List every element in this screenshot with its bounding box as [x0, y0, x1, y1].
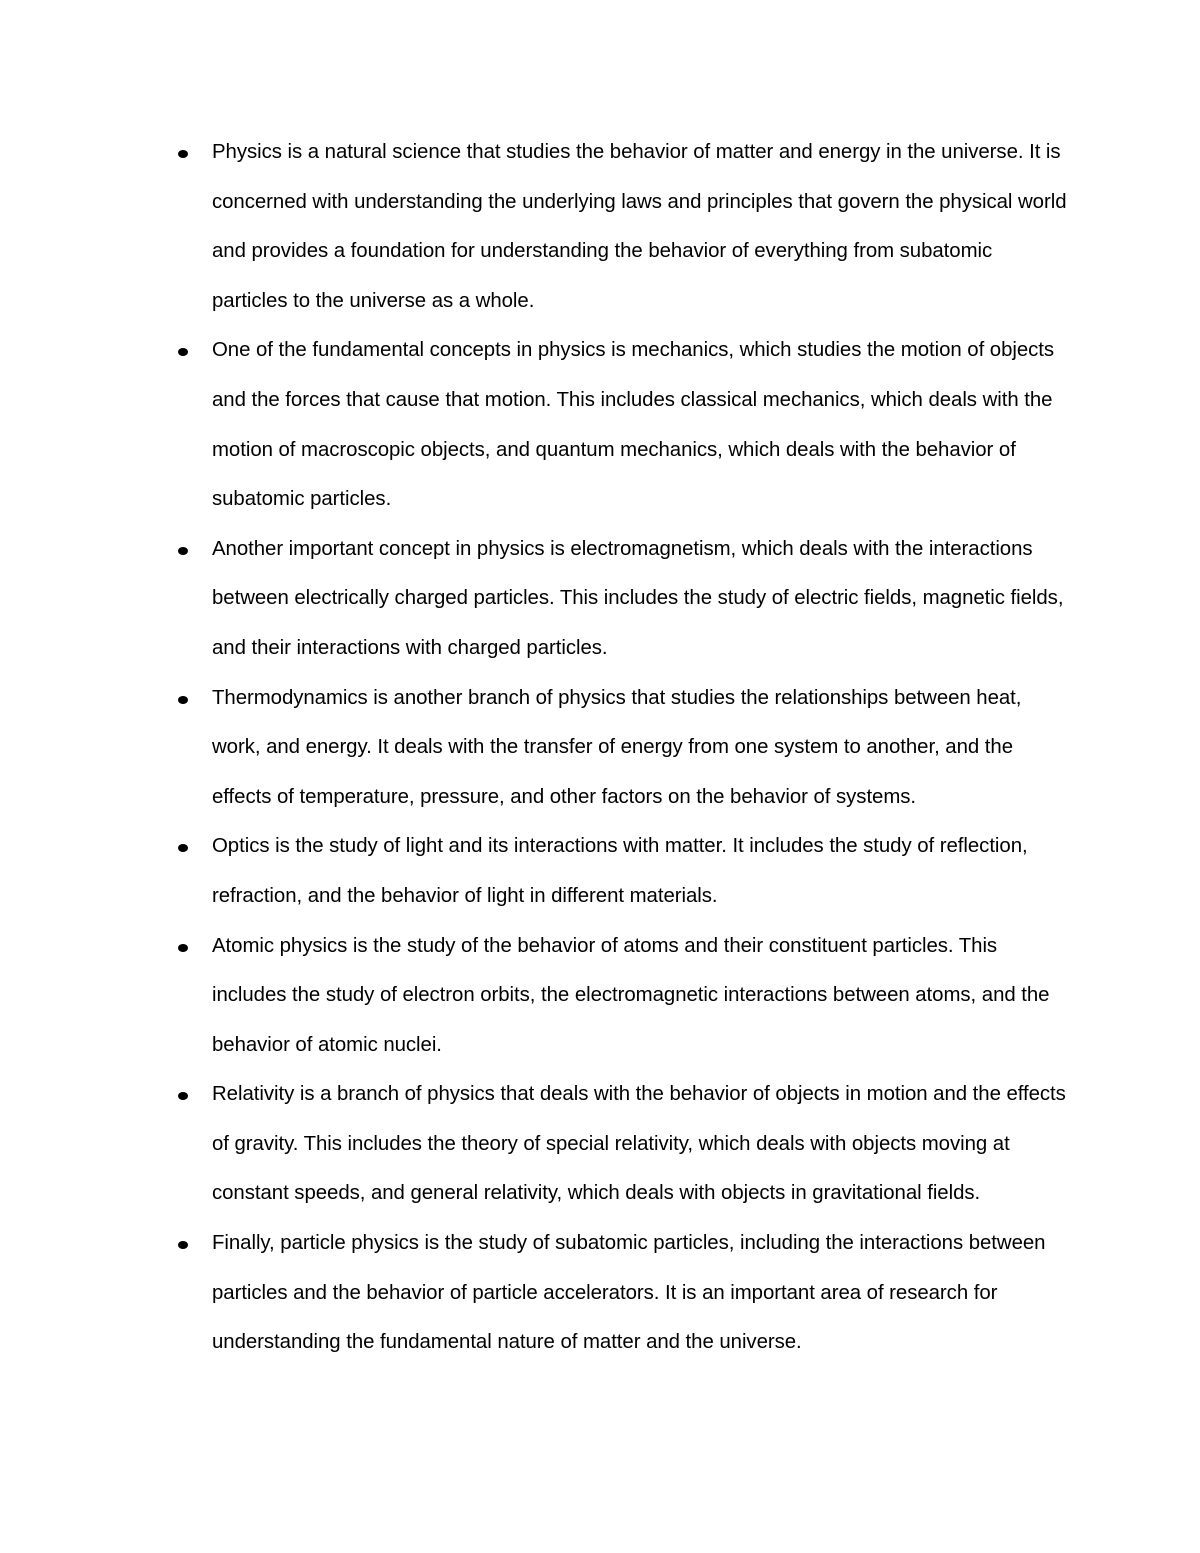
list-item: [0, 326, 1067, 524]
list-item: [0, 822, 1067, 921]
list-item: [0, 922, 1067, 1071]
bullet-text: Physics is a natural science that studies the behavior of matter and energy in the universe. It is concerned with understanding the underlying laws and principles that govern the physical world and provides a foundation for understanding the behavior of everything from subatomic particles to the universe as a whole.: [212, 141, 1067, 312]
list-item: [0, 674, 1067, 823]
bullet-dot-icon: [178, 547, 188, 555]
bullet-text: Optics is the study of light and its interactions with matter. It includes the study of reflection, refraction, and the behavior of light in different materials.: [212, 835, 1028, 907]
bullet-dot-icon: [178, 696, 188, 704]
bullet-dot-icon: [178, 1241, 188, 1249]
list-item: [0, 1070, 1067, 1219]
bullet-dot-icon: [178, 348, 188, 356]
list-item: [0, 1219, 1067, 1368]
bullet-text: Relativity is a branch of physics that deals with the behavior of objects in motion and the effects of gravity. This includes the theory of special relativity, which deals with objects moving at constant speeds, and general relativity, which deals with objects in gravitational fields.: [212, 1083, 1066, 1205]
bullet-dot-icon: [178, 944, 188, 952]
bullet-text: Atomic physics is the study of the behavior of atoms and their constituent particles. This includes the study of electron orbits, the electromagnetic interactions between atoms, and the behavior of atomic nuclei.: [212, 934, 1050, 1056]
list-item: [0, 128, 1067, 326]
list-item: [0, 525, 1067, 674]
bullet-text: Thermodynamics is another branch of physics that studies the relationships between heat, work, and energy. It deals with the transfer of energy from one system to another, and the effects of temperature, pressure, and other factors on the behavior of systems.: [212, 686, 1022, 808]
bullet-text: Finally, particle physics is the study of subatomic particles, including the interactions between particles and the behavior of particle accelerators. It is an important area of research for understanding the fundamental nature of matter and the universe.: [212, 1232, 1046, 1354]
bullet-text: Another important concept in physics is electromagnetism, which deals with the interactions between electrically charged particles. This includes the study of electric fields, magnetic fields, and their interactions with charged particles.: [212, 537, 1064, 659]
bullet-text: One of the fundamental concepts in physics is mechanics, which studies the motion of objects and the forces that cause that motion. This includes classical mechanics, which deals with the motion of macroscopic objects, and quantum mechanics, which deals with the behavior of subatomic particles.: [212, 339, 1055, 511]
bullet-list: [0, 128, 1200, 1368]
bullet-dot-icon: [178, 844, 188, 852]
bullet-dot-icon: [178, 1092, 188, 1100]
bullet-dot-icon: [178, 150, 188, 158]
